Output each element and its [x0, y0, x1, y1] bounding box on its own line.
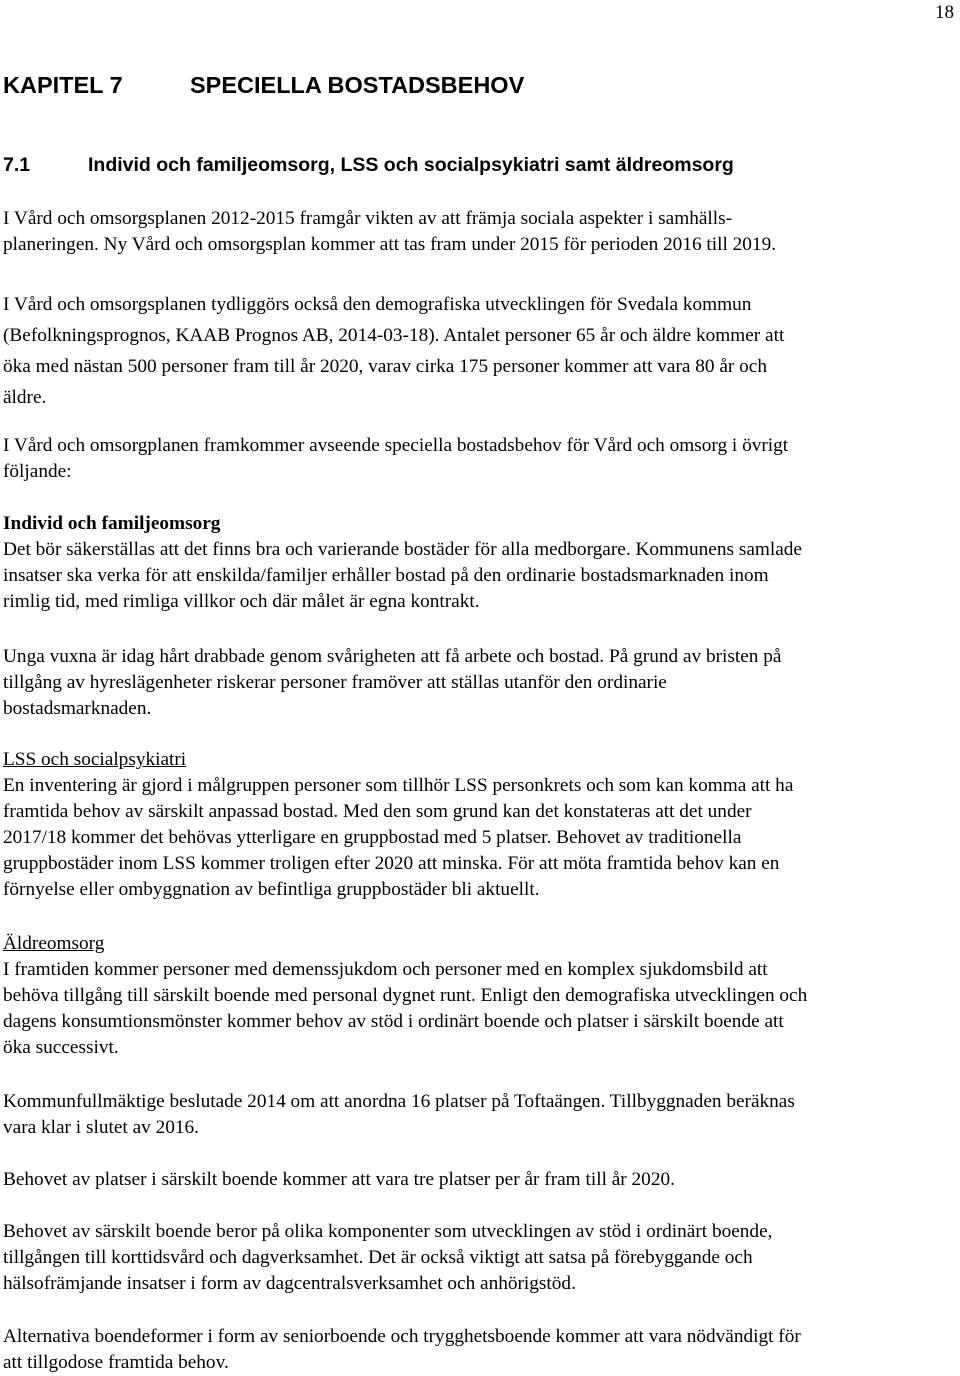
text-line: planeringen. Ny Vård och omsorgsplan kommer att tas fram under 2015 för perioden 2016 till 2019.: [3, 234, 777, 255]
aldre-section: [3, 931, 957, 1061]
text-line: äldre.: [3, 387, 47, 408]
chapter-number: KAPITEL 7: [3, 72, 123, 98]
text-line: insatser ska verka för att enskilda/familjer erhåller bostad på den ordinarie bostadsmarknaden inom: [3, 565, 769, 586]
lss-section: [3, 747, 957, 903]
text-line: bostadsmarknaden.: [3, 698, 152, 719]
text-line: Unga vuxna är idag hårt drabbade genom svårigheten att få arbete och bostad. På grund av bristen på: [3, 646, 782, 667]
section-name: Individ och familjeomsorg, LSS och socialpsykiatri samt äldreomsorg: [88, 154, 734, 176]
text-line: dagens konsumtionsmönster kommer behov av stöd i ordinärt boende och platser i särskilt boende att: [3, 1011, 784, 1032]
section-number: 7.1: [3, 154, 31, 176]
text-line: öka successivt.: [3, 1037, 119, 1058]
ifo-paragraph-2: [3, 644, 957, 722]
page-number: 18: [935, 2, 954, 23]
text-line: tillgången till korttidsvård och dagverksamhet. Det är också viktigt att satsa på förebyggande och: [3, 1247, 753, 1268]
text-line: hälsofrämjande insatser i form av dagcentralsverksamhet och anhörigstöd.: [3, 1273, 576, 1294]
ifo-section: [3, 511, 957, 615]
text-line: vara klar i slutet av 2016.: [3, 1117, 199, 1138]
text-line: förnyelse eller ombyggnation av befintliga gruppbostäder bli aktuellt.: [3, 879, 540, 900]
aldre-paragraph-2: [3, 1089, 957, 1141]
aldre-paragraph-3: [3, 1167, 957, 1193]
text-line: rimlig tid, med rimliga villkor och där målet är egna kontrakt.: [3, 591, 480, 612]
chapter-title: [3, 72, 524, 99]
text-line: I Vård och omsorgsplanen tydliggörs också den demografiska utvecklingen för Svedala kommun: [3, 294, 752, 315]
aldre-paragraph-4: [3, 1219, 957, 1297]
section-title: [3, 154, 734, 177]
text-line: I Vård och omsorgsplanen 2012-2015 framgår vikten av att främja sociala aspekter i samhälls-: [3, 208, 733, 229]
intro-paragraph-1: [3, 206, 957, 258]
intro-paragraph-3: [3, 433, 957, 485]
text-line: Behovet av särskilt boende beror på olika komponenter som utvecklingen av stöd i ordinärt boende,: [3, 1221, 773, 1242]
text-line: tillgång av hyreslägenheter riskerar personer framöver att ställas utanför den ordinarie: [3, 672, 667, 693]
text-line: En inventering är gjord i målgruppen personer som tillhör LSS personkrets och som kan komma att ha: [3, 775, 794, 796]
text-line: I framtiden kommer personer med demenssjukdom och personer med en komplex sjukdomsbild att: [3, 959, 768, 980]
text-line: behöva tillgång till särskilt boende med personal dygnet runt. Enligt den demografiska utvecklingen och: [3, 985, 808, 1006]
text-line: Behovet av platser i särskilt boende kommer att vara tre platser per år fram till år 2020.: [3, 1169, 675, 1190]
aldre-paragraph-5: [3, 1324, 957, 1376]
text-line: Alternativa boendeformer i form av seniorboende och trygghetsboende kommer att vara nödvändigt för: [3, 1326, 801, 1347]
text-line: Det bör säkerställas att det finns bra och varierande bostäder för alla medborgare. Kommunens samlade: [3, 539, 802, 560]
ifo-heading: Individ och familjeomsorg: [3, 513, 221, 534]
aldre-heading: Äldreomsorg: [3, 933, 105, 954]
text-line: I Vård och omsorgplanen framkommer avseende speciella bostadsbehov för Vård och omsorg i övrigt: [3, 435, 789, 456]
text-line: framtida behov av särskilt anpassad bostad. Med den som grund kan det konstateras att det under: [3, 801, 752, 822]
text-line: 2017/18 kommer det behövas ytterligare en gruppbostad med 5 platser. Behovet av traditionella: [3, 827, 742, 848]
text-line: att tillgodose framtida behov.: [3, 1352, 229, 1373]
text-line: (Befolkningsprognos, KAAB Prognos AB, 2014-03-18). Antalet personer 65 år och äldre kommer att: [3, 325, 785, 346]
text-line: gruppbostäder inom LSS kommer troligen efter 2020 att minska. För att möta framtida behov kan en: [3, 853, 780, 874]
lss-heading: LSS och socialpsykiatri: [3, 749, 187, 770]
text-line: Kommunfullmäktige beslutade 2014 om att anordna 16 platser på Toftaängen. Tillbyggnaden beräknas: [3, 1091, 795, 1112]
text-line: följande:: [3, 461, 72, 482]
text-line: öka med nästan 500 personer fram till år 2020, varav cirka 175 personer kommer att vara 80 år och: [3, 356, 768, 377]
intro-paragraph-2: [3, 289, 957, 413]
chapter-name: SPECIELLA BOSTADSBEHOV: [190, 72, 525, 98]
